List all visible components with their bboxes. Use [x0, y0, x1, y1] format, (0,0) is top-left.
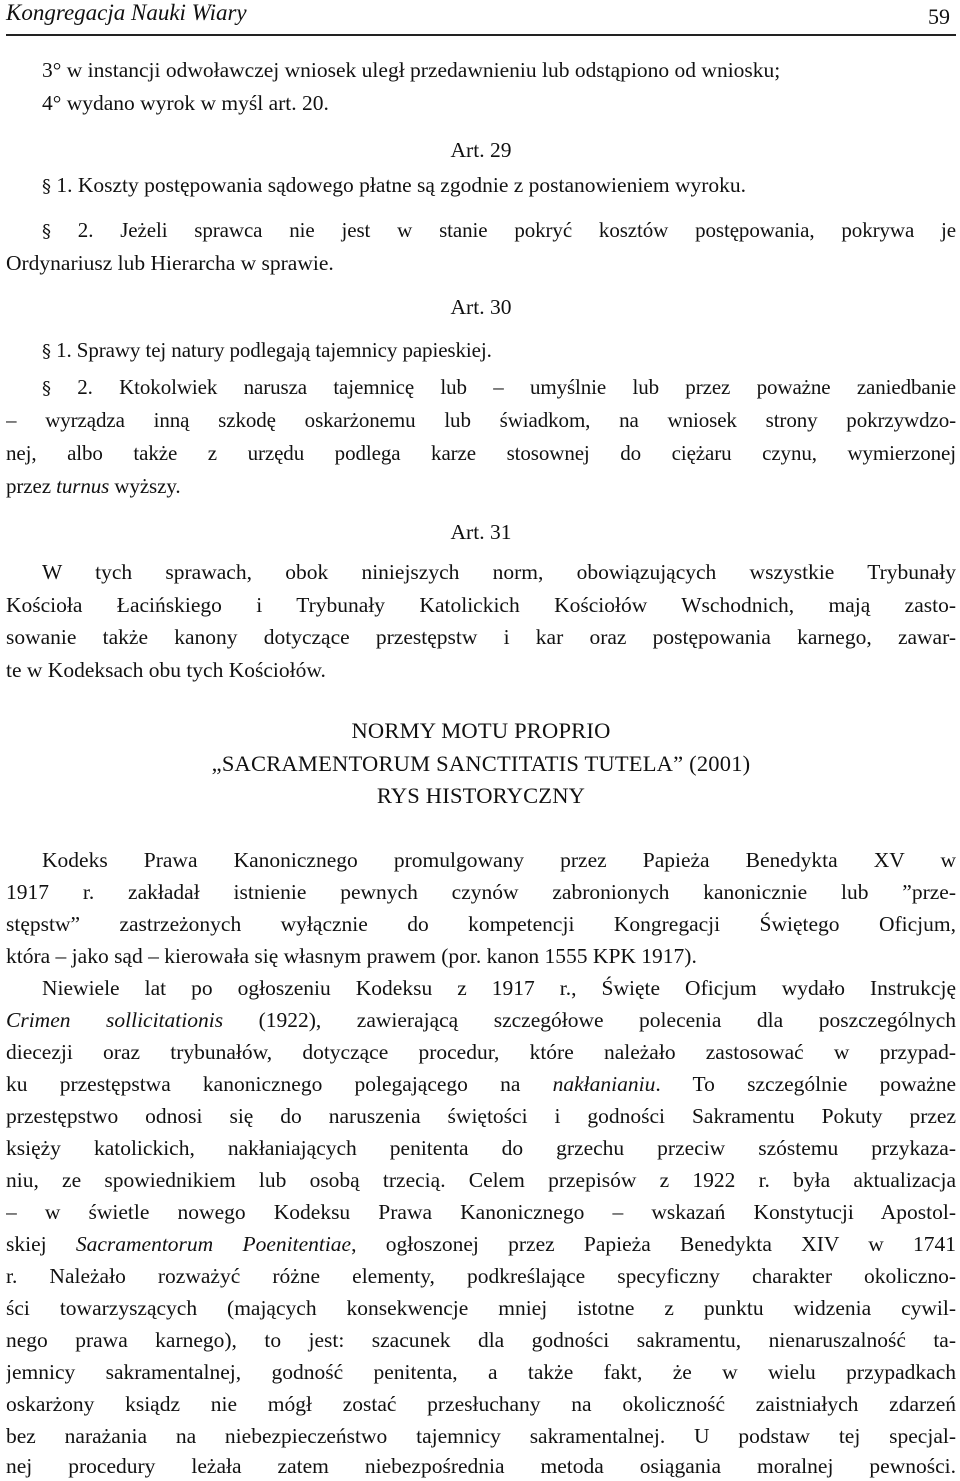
- italic-title: Sacramentorum Poenitentiae: [75, 1232, 352, 1256]
- text-line: 3° w instancji odwoławczej wniosek uległ przedawnieniu lub odstąpiono od wniosku;: [42, 58, 781, 82]
- section-sign-icon: §: [42, 176, 51, 197]
- text-line: przestępstwo odnosi się do naruszenia świętości i godności Sakramentu Pokuty przez: [6, 1104, 956, 1128]
- text-line: która – jako sąd – kierowała się własnym prawem (por. kanon 1555 KPK 1917).: [6, 944, 697, 968]
- text-line: [42, 372, 956, 402]
- text-line: Ordynariusz lub Hierarcha w sprawie.: [6, 251, 334, 275]
- text-line: – wyrządza inną szkodę oskarżonemu lub świadkom, na wniosek strony pokrzywdzo-: [6, 408, 956, 432]
- text-span: wyższy.: [114, 474, 181, 498]
- page-number: 59: [928, 4, 950, 29]
- text-line: [42, 170, 956, 200]
- text-span: . To szczególnie poważne: [655, 1072, 956, 1096]
- text-line: diecezji oraz trybunałów, dotyczące procedur, które należało zastosować w przypad-: [6, 1040, 956, 1064]
- article-heading: Art. 29: [450, 138, 512, 162]
- text-line: nej, albo także z urzędu podlega karze stosownej do ciężaru czynu, wymierzonej: [6, 441, 956, 465]
- text-line: niu, ze spowiednikiem lub osobą trzecią. Celem przepisów z 1922 r. była aktualizacja: [6, 1168, 956, 1192]
- section-sign-icon: §: [42, 378, 51, 399]
- section-title: „SACRAMENTORUM SANCTITATIS TUTELA” (2001): [211, 751, 751, 776]
- text-line: bez narażania na niebezpieczeństwo tajemnicy sakramentalnej. U podstaw tej specjal-: [6, 1424, 956, 1448]
- text-line: W tych sprawach, obok niniejszych norm, obowiązujących wszystkie Trybunały: [42, 560, 956, 584]
- running-header: [6, 0, 956, 36]
- header-rule: [6, 34, 956, 36]
- text-line: Niewiele lat po ogłoszeniu Kodeksu z 1917 r., Święte Oficjum wydało Instrukcję: [42, 976, 956, 1000]
- article-heading: Art. 31: [450, 520, 512, 544]
- section-sign-icon: §: [42, 221, 51, 242]
- italic-title: Crimen sollicitationis: [6, 1008, 224, 1032]
- text-line: oskarżony ksiądz nie mógł zostać przesłuchany na okoliczność zaistniałych zdarzeń: [6, 1392, 956, 1416]
- text-span: 1. Koszty postępowania sądowego płatne są zgodnie z postanowieniem wyroku.: [56, 173, 747, 197]
- text-line: – w świetle nowego Kodeksu Prawa Kanonicznego – wskazań Konstytucji Apostol-: [6, 1200, 956, 1224]
- text-line: Kościoła Łacińskiego i Trybunały Katolickich Kościołów Wschodnich, mają zasto-: [6, 593, 956, 617]
- text-span: przez: [6, 474, 51, 498]
- text-line: [6, 471, 956, 501]
- text-line: księży katolickich, nakłaniających penitenta do grzechu przeciw szóstemu przykaza-: [6, 1136, 956, 1160]
- text-span: skiej: [6, 1232, 47, 1256]
- text-span: (1922), zawierającą szczegółowe polecenia dla poszczególnych: [258, 1008, 956, 1032]
- text-line: [42, 335, 956, 365]
- section-subtitle: RYS HISTORYCZNY: [376, 783, 586, 808]
- text-line: [42, 215, 956, 245]
- section-sign-icon: §: [42, 341, 51, 362]
- text-line: stępstw” zastrzeżonych wyłącznie do kompetencji Kongregacji Świętego Oficjum,: [6, 912, 956, 936]
- text-span: 1. Sprawy tej natury podlegają tajemnicy papieskiej.: [56, 338, 492, 362]
- text-line: nej procedury leżała zatem niebezpośrednia metoda osiągania moralnej pewności.: [6, 1454, 956, 1478]
- text-span: 2. Ktokolwiek narusza tajemnicę lub – umyślnie lub przez poważne zaniedbanie: [77, 375, 956, 399]
- text-span: ku przestępstwa kanonicznego polegającego na: [6, 1072, 521, 1096]
- text-line: [6, 1005, 956, 1035]
- text-line: 4° wydano wyrok w myśl art. 20.: [42, 91, 329, 115]
- italic-term: nakłanianiu: [552, 1072, 656, 1096]
- section-title: NORMY MOTU PROPRIO: [351, 718, 611, 743]
- italic-term: turnus: [56, 474, 110, 498]
- article-heading: Art. 30: [450, 295, 512, 319]
- running-title: Kongregacja Nauki Wiary: [6, 0, 247, 25]
- text-line: r. Należało rozważyć różne elementy, podkreślające specyficzny charakter okoliczno-: [6, 1264, 956, 1288]
- text-line: [6, 1069, 956, 1099]
- text-span: , ogłoszonej przez Papieża Benedykta XIV w 1741: [351, 1232, 956, 1256]
- text-line: [6, 1229, 956, 1259]
- text-span: 2. Jeżeli sprawca nie jest w stanie pokryć kosztów postępowania, pokrywa je: [77, 218, 956, 242]
- text-line: Kodeks Prawa Kanonicznego promulgowany przez Papieża Benedykta XV w: [42, 848, 956, 872]
- text-line: nego prawa karnego), to jest: szacunek dla godności sakramentu, nienaruszalność ta-: [6, 1328, 956, 1352]
- text-line: te w Kodeksach obu tych Kościołów.: [6, 658, 326, 682]
- text-line: jemnicy sakramentalnej, godność penitenta, a także fakt, że w wielu przypadkach: [6, 1360, 956, 1384]
- text-line: sowanie także kanony dotyczące przestępstw i kar oraz postępowania karnego, zawar-: [6, 625, 956, 649]
- text-line: ści towarzyszących (mających konsekwencje mniej istotne z punktu widzenia cywil-: [6, 1296, 956, 1320]
- text-line: 1917 r. zakładał istnienie pewnych czynów zabronionych kanonicznie lub ”prze-: [6, 880, 956, 904]
